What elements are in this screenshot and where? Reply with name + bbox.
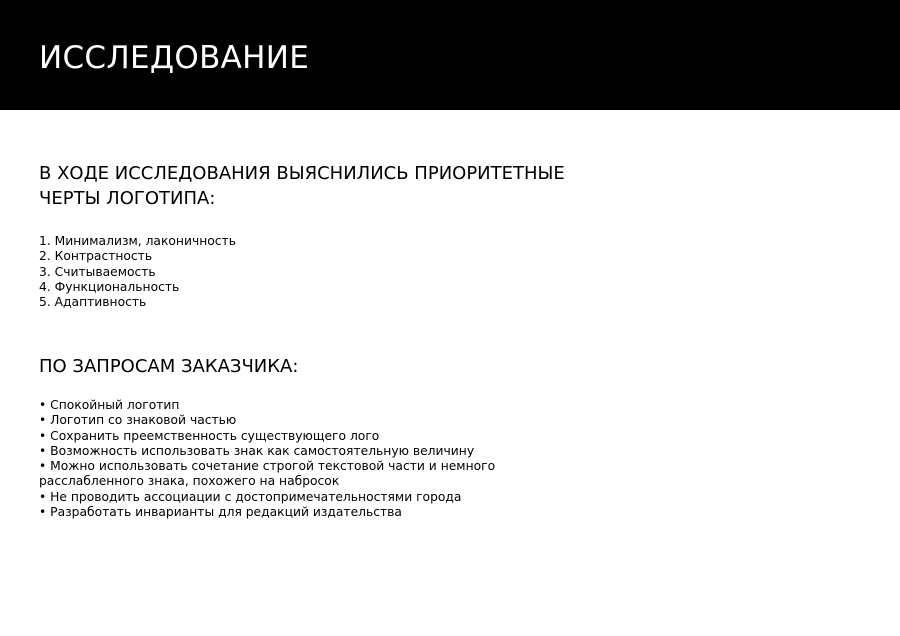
research-list xyxy=(39,234,236,310)
research-heading-line-1: В ХОДЕ ИССЛЕДОВАНИЯ ВЫЯСНИЛИСЬ ПРИОРИТЕТНЫЕ xyxy=(39,163,565,184)
client-request-line: • Возможность использовать знак как самостоятельную величину xyxy=(39,443,475,458)
client-request-line: расслабленного знака, похожего на набросок xyxy=(39,474,340,489)
research-heading-line-2: ЧЕРТЫ ЛОГОТИПА: xyxy=(39,188,216,209)
client-request-line: • Логотип со знаковой частью xyxy=(39,413,237,428)
client-requests-list xyxy=(39,398,495,520)
research-list-item: 1. Минимализм, лаконичность xyxy=(39,234,236,248)
research-list-item: 2. Контрастность xyxy=(39,249,153,264)
page-title: ИССЛЕДОВАНИЕ xyxy=(39,40,310,76)
client-request-line: • Разработать инварианты для редакций издательства xyxy=(39,505,402,520)
header-bar xyxy=(0,0,900,110)
client-request-line: • Можно использовать сочетание строгой текстовой части и немного xyxy=(39,459,496,474)
client-requests-heading: ПО ЗАПРОСАМ ЗАКАЗЧИКА: xyxy=(39,356,299,377)
client-request-line: • Не проводить ассоциации с достопримечательностями города xyxy=(39,489,462,504)
research-heading xyxy=(39,161,565,211)
client-request-line: • Спокойный логотип xyxy=(39,398,180,412)
research-list-item: 3. Считываемость xyxy=(39,264,156,279)
research-list-item: 4. Функциональность xyxy=(39,279,180,294)
client-request-line: • Сохранить преемственность существующего лого xyxy=(39,428,380,443)
research-list-item: 5. Адаптивность xyxy=(39,295,147,310)
